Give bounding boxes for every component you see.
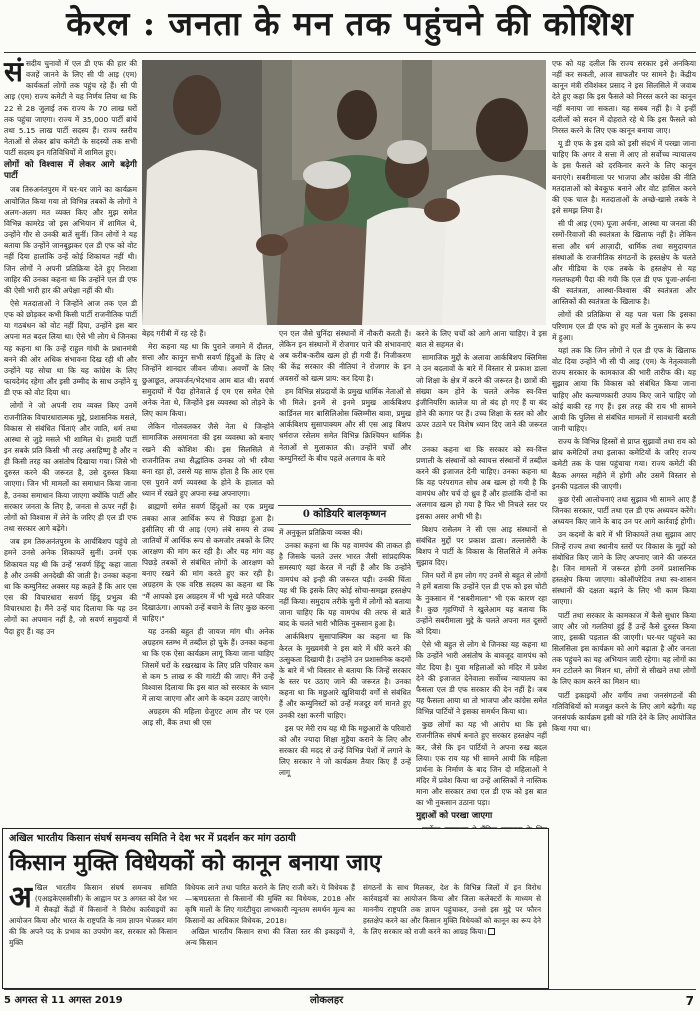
article-column-4 <box>416 328 547 822</box>
paragraph: लोगों की प्रतिक्रिया से यह पता चला कि इसका परिणाम एल डी एफ को हुए मतों के नुकसान के रूप में हुआ। <box>552 310 696 342</box>
paragraph: यहां तक कि जिन लोगों ने एल डी एफ के खिलाफ वोट दिया उन्होंने भी सी पी आइ (एम) के नेतृत्ववाली राज्य सरकार के कामकाज की भारी तारीफ की। यह सुझाव आया कि विकास को संबंधित किया जाना चाहिए और कल्याणकारी उपाय किए जाने चाहिए जो कोई बाकी रह गए हैं। इस तरह की राय भी सामने आयी कि पुलिस से संबंधित मामलों में सावधानी बरती जानी चाहिए। <box>552 345 696 433</box>
headline-rule <box>4 52 696 53</box>
drop-cap: अ <box>9 880 32 915</box>
footer-publication: लोकलहर <box>310 995 344 1006</box>
footer-date: 5 अगस्त से 11 अगस्त 2019 <box>4 995 123 1006</box>
paragraph: सदीय चुनावों में एल डी एफ की हार की वजहें जानने के लिए सी पी आइ (एम) कार्यकर्ता लोगों तक पहुंच रहे हैं। सी पी आइ (एम) राज्य कमेटी ने यह निर्णय लिया था कि 22 से 28 जुलाई तक राज्य के 70 लाख घरों तक पहुंचा जाएगा। राज्य में 35,000 पार्टी ब्रांचें तथा 5.15 लाख पार्टी सदस्य हैं। राज्य स्तरीय नेताओं से लेकर ब्रांच कमेटी के सदस्यों तक सभी पार्टी सदस्य इन गतिविधियों में शामिल हुए। <box>4 59 137 158</box>
paragraph: एफ को यह दलील कि राज्य सरकार इसे अनकिया नहीं कर सकती, आज साफतौर पर सामने है। केंद्रीय कानून मंत्री रविशंकर प्रसाद ने इस सिलसिले में जवाब देते हुए कहा कि इस फैसले को निरस्त करने का कानून नहीं बनाया जा सकता। यह सबब नहीं है। वे इन्हीं दलीलों को सदन में दोहराते रहे थे कि इस फैसले को निरस्त करने के लिए एक कानून बनाया जाए। <box>552 59 696 135</box>
paragraph: ऐसे मतदाताओं ने जिन्होंने आज तक एल डी एफ को छोड़कर कभी किसी पार्टी राजनीतिक पार्टी या गठबंधन को वोट नहीं दिया, उन्होंने इस बार अपना मत बदल लिया था। ऐसे भी लोग थे जिनका यह कहना था कि उन्हें राहुल गांधी के प्रधानमंत्री बनने की ओर अधिक संभावना दिख रही थी और उन्होंने यह सोचा था कि यह कांग्रेस के लिए फायदेमंद रहेगा और इसी उम्मीद के साथ उन्होंने यू डी एफ को वोट दिया था। <box>4 298 137 398</box>
article-column-3 <box>279 328 411 502</box>
paragraph: मेरा कहना यह था कि पुराने जमाने में दौलत, सत्ता और कानून सभी सवर्ण हिंदुओं के लिए थे जिन्होंने शानदार जीवन जीया। अवर्णों के लिए छुआछूत, अपवर्जन/भेदभाव आम बात थी। सवर्ण समुदायों में पैदा होनेवाले ई एम एस समेत ऐसे अनेक नेता थे, जिन्होंने इस व्यवस्था को तोड़ने के लिए काम किया। <box>142 342 274 419</box>
paragraph: लेकिन गोलवलकर जैसे नेता थे जिन्होंने सामाजिक असमानता की इस व्यवस्था को बनाए रखने की कोशिश की। इस सिलसिले में राजनीतिक तथा सैद्धांतिक उनका जो भी रवैया बना रहा हो, उससे यह साफ होता है कि आर एस एस पुराने वर्ण व्यवस्था के होने के हालात को ध्यान में रखते हुए अपना रुख अपनाएगा। <box>142 422 274 499</box>
paragraph: अखिल भारतीय किसान सभा की जिला स्तर की इकाइयों ने, अन्य किसान <box>185 926 355 947</box>
article-column-1 <box>4 55 137 822</box>
box-column-2 <box>185 883 355 985</box>
paragraph: सामाजिक मुद्दों के अलावा आर्कबिशप क्लिमिस ने उन बदलावों के बारे में विस्तार से प्रकाश डाला जो शिक्षा के क्षेत्र में करने की जरूरत है। छात्रों की संख्या कम होने के चलते अनेक स्व-वित्त इंजीनियरिंग कालेज या तो बंद हो गए हैं या बंद होने की कगार पर हैं। उच्च शिक्षा के स्तर को और ऊपर उठाने पर विशेष ध्यान दिए जाने की जरूरत है। <box>416 353 547 441</box>
paragraph: आर्कबिशप सुसापाक्यिम का कहना था कि केरल के मुख्यमंत्री ने इस बारे में धीरे करने की उत्सुकता दिखायी है। उन्होंने उन प्रशासनिक कदमों के बारे में भी विस्तार से बताया कि जिन्हें सरकार के स्तर पर उठाए जाने की जरूरत है। उनका कहना था कि मछुआरे खुशियादी वर्गों से संबंधित हैं और कम्युनिस्टों को उन्हें मजदूर वर्ग मानते हुए उनकी रक्षा करनी चाहिए। <box>279 632 411 720</box>
paragraph: इस पर मेरी राय यह थी कि मछुआरों के परिवारों को और ज्यादा शिक्षा मुहैया कराने के लिए और सरकार की मदद से उन्हें विभिन्न पेशों में लगाने के लिए सरकार ने जो कार्यक्रम तैयार किए हैं उन्हें लागू <box>279 723 411 778</box>
end-mark-icon <box>488 928 495 935</box>
paragraph: ब्राह्मणों समेत सवर्ण हिंदुओं का एक प्रमुख तबका आज आर्थिक रूप से पिछड़ा हुआ है। इसीलिए सी पी आइ (एम) लंबे समय से उच्च जातियों में आर्थिक रूप से कमजोर तबकों के लिए आरक्षण की मांग कर रही है। और यह मांग वह पिछड़े तबकों से संबंधित लोगों के आरक्षण को बनाए रखने की मांग करते हुए कर रही है। अग्रहरम के एक वरिष्ठ सदस्य का कहना था कि "मैं आपको इस अग्रहरम में भी भूखे मरते परिवार दिखाऊंगा। आपको उन्हें बचाने के लिए कुछ करना चाहिए।" <box>142 502 274 623</box>
footer-rule <box>4 989 696 990</box>
page-headline: केरल : जनता के मन तक पहुंचने की कोशिश <box>66 4 634 43</box>
box-headline: किसान मुक्ति विधेयकों को कानून बनाया जाए <box>9 850 382 876</box>
paragraph: कुछ लोगों का यह भी आरोप था कि इसे राजनीतिक संघर्ष बनाते हुए सरकार हस्तक्षेप नहीं कर, जैसे कि इन पार्टियों ने अपना रुख बदल लिया। एक राय यह भी सामने आयी कि महिला प्रार्थना के निर्माण के बाद जिन दो महिलाओं ने मंदिर में प्रवेश किया था उन्हें आस्तिकों ने नास्तिक माना और सरकार तथा एल डी एफ को इस बात का भी नुकसान उठाना पड़ा। <box>416 720 547 808</box>
drop-cap: सं <box>4 55 23 88</box>
page-number: 7 <box>685 994 694 1008</box>
box-kicker: अखिल भारतीय किसान संघर्ष समन्वय समिति ने देश भर में प्रदर्शन कर मांग उठायी <box>9 833 296 844</box>
box-column-3 <box>363 883 541 985</box>
paragraph: एन एल जैसे चुनिंदा संस्थानों में नौकरी करती हैं। लेकिन इन संस्थानों में रोजगार पाने की संभावनाएं अब करीब-करीब खत्म हो ही गयी हैं। निजीकरण की केंद्र सरकार की नीतियां ने रोजगार के इन अवसरों को खत्म प्राय: कर दिया है। <box>279 329 411 383</box>
paragraph: करने के लिए चर्चों को आगे आना चाहिए। वे इस बात से सहमत थे। <box>416 329 547 350</box>
article-column-2 <box>142 328 274 822</box>
paragraph: राज्य के विभिन्न हिस्सों से प्राप्त सुझावों तथा राय को ब्रांच कमेटियों तथा इलाका कमेटियों के जरिए राज्य कमेटी तक के पास पहुंचाया गया। राज्य कमेटी की बैठक अगस्त महीने में होगी और उसमें विस्तार से इनकी पड़ताल की जाएगी। <box>552 437 696 491</box>
paragraph: बेहद गरीबी में रह रहे हैं। <box>142 329 207 338</box>
page-footer <box>0 991 700 1011</box>
paragraph: यू डी एफ के इस दावे को इसी संदर्भ में परखा जाना चाहिए कि अगर वे सत्ता में आए तो सर्वोच्च न्यायालय के इस फैसले को दरकिनार करने के लिए कानून बनाएंगे। सबरीमाला पर भाजपा और कांग्रेस की नीति मतदाताओं को बेवकूफ बनाने और वोट हासिल करने की एक चाल है। मतदाताओं के अच्छे-खासे तबके ने इसे समझ लिया है। <box>552 139 696 216</box>
paragraph: उन कदमों के बारे में भी शिकायतें तथा सुझाव आए जिन्हें राज्य तथा स्थानीय स्तरों पर विकास के मुद्दों को संबोधित किए जाने के लिए अपनाए जाने की जरूरत है। जिन मामलों में जरूरत होगी उनमें प्रशासनिक हस्तक्षेप किया जाएगा। कोऑपरेटिव तथा स्व-शासन संस्थानों की दक्षता बढ़ाने के लिए भी काम किया जाएगा। <box>552 530 696 607</box>
paragraph: उनका कहना था कि यह वामपंथ की ताकत ही है जिसके चलते उत्तर भारत जैसी सांप्रदायिक समस्याएं यहां केरल में नहीं हैं और कि उन्होंने वामपंथ को इन्ही की जरूरत पड़ी। उनकी चिंता यह थी कि इसके लिए कोई सोचा-समझा हस्तक्षेप नहीं किया। समुदाय तरीके चुनी में लोगों को बताया जाना चाहिए कि यह वामपंथ की तरफ से बातें बाद के चलते भारी भौतिक नुकसान हुआ है। <box>279 541 411 629</box>
paragraph: यह उनकी बहुत ही जायज मांग थी। अनेक अग्रहरम स्तम्भ में तब्दील हो चुके हैं। उनका कहना था कि एक ऐसा कार्यक्रम लागू किया जाना चाहिए जिसमें घरों के रखरखाव के लिए प्रति परिवार कम से कम 5 लाख रु की गारंटी की जाए। मैंने उन्हें विश्वास दिलाया कि इस बात को सरकार के ध्यान में लाया जाएगा और आगे के कदम उठाए जाएंगे। <box>142 627 274 703</box>
paragraph: खिल भारतीय किसान संघर्ष समन्वय समिति (एआइकेएससीसी) के आह्वान पर 3 अगस्त को देश भर में सैकड़ों केंद्रों में किसानों ने विरोध कार्रवाइयों का आयोजन किया और भारत के राष्ट्रपति के नाम ज्ञापन भेजकर मांग की कि अपने पद के प्रभाव का उपयोग कर, सरकार को किसान मुक्ति <box>9 883 177 947</box>
subheading: लोगों को विश्वास में लेकर आगे बढ़ेगी पार्टी <box>4 160 137 182</box>
paragraph: विधेयक लाने तथा पारित कराने के लिए राजी करें। ये विधेयक हैं—ऋणग्रस्तता से किसानों की मुक्ति का विधेयक, 2018 और कृषि मालों के लिए गारंटीयुदा लाभकारी न्यूनतम समर्थन मूल्य का किसानों का अधिकार विधेयक, 2018। <box>185 883 355 925</box>
article-column-3-continued <box>279 527 411 822</box>
paragraph: ऐसे भी बहुत से लोग थे जिनका यह कहना था कि उन्होंने भारी असंतोष के बावजूद वामपंथ को वोट दिया है। युवा महिलाओं को मंदिर में प्रवेश देने की इजाजत देनेवाला सर्वोच्च न्यायालय का फैसला एल डी एफ सरकार की देन नहीं है। जब यह फैसला आया था तो भाजपा और कांग्रेस समेत विभिन्न पार्टियों ने इसका समर्थन किया था। <box>416 640 547 717</box>
box-column-1 <box>9 880 177 985</box>
boxed-news-story <box>2 828 549 989</box>
paragraph: पार्टी इकाइयों और वर्गीय तथा जनसंगठनों की गतिविधियों को मजबूत करने के लिए आगे बढ़ेगी। यह जनसंपर्क कार्यक्रम इसी को गति देने के लिए आयोजित किया गया था। <box>552 690 696 734</box>
paragraph: बिशप रासेलम ने सी एस आइ संस्थानों से संबंधित मुद्दों पर प्रकाश डाला। तल्लासेरी के बिशप ने पार्टी के विकास के सिलसिले में अनेक सुझाव दिए। <box>416 524 547 568</box>
paragraph: सी पी आइ (एम) पूजा अर्चना, आस्था या जनता की रस्मों-रिवाजों की स्वतंत्रता के खिलाफ नहीं है। लेकिन सत्ता और धर्म आज़ादी, धार्मिक तथा समुदायगत संस्थाओं के राजनीतिक संगठनों के हस्तक्षेप के चलते और मीडिया के एक तबके के हस्तक्षेप से यह गलतफहमी पैदा की गयी कि एल डी एफ पूजा-अर्चना की स्वतंत्रता, आस्था-विश्वास की स्वतंत्रता और आस्तिकों की स्वतंत्रता के खिलाफ है। <box>552 219 696 307</box>
author-byline: 0 कोडियरि बालकृष्णन <box>278 505 411 525</box>
paragraph: लोगों ने जो अपनी राय व्यक्त किए उनमें राजनीतिक विचारधारात्मक मुद्दे, प्रशासनिक मसले, विकास से संबंधित चिंताएं और जाति, धर्म तथा आस्था से जुड़े मसले भी शामिल थे। हमारी पार्टी इन सबके प्रति किसी भी तरह असहिष्णु है और न ही किसी तरह का असंतोष दिखाया गया। जिसे भी दुरुस्त करने की जरूरत है, उसे दुरुस्त किया जाएगा। जिन भी मामलों का समाधान किया जाना है, उनका समाधान किया जाएगा क्योंकि पार्टी और सरकार जनता के लिए है, जनता से ऊपर नहीं है। लोगों को विश्वास में लेने के जरिए ही एल डी एफ तथा सरकार आगे बढ़ेंगे। <box>4 401 137 534</box>
paragraph: संगठनों के साथ मिलकर, देश के विभिन्न जिलों में इन विरोध कार्रवाइयों का आयोजन किया और जिला कलेक्टरों के माध्यम से माननीय राष्ट्रपति तक ज्ञापन पहुंचाकर, उनसे इस मुद्दे पर फौरन हस्तक्षेप करने का और किसान मुक्ति विधेयकों को कानून का रूप देने के लिए सरकार को राजी करने का आग्रह किया। <box>363 883 541 936</box>
subheading: मुद्दाओं को परखा जाएगा <box>416 810 493 821</box>
paragraph: जब तिरुअनंतपुरम में घर-घर जाने का कार्यक्रम आयोजित किया गया तो विभिन्न तबकों के लोगों ने अलग-अलग मत व्यक्त किए और मुझ समेत विभिन्न कामरेड जो इस अभियान में शामिल थे, उन्होंने गौर से उनकी बातें सुनीं। जिन लोगों ने यह बताया कि उन्होंने जानबूझकर एल डी एफ को वोट नहीं दिया हालांकि उन्हें कोई शिकायत नहीं थी। जिन लोगों ने अपनी प्रतिक्रिया देते हुए निराशा जाहिर की उनका कहना था कि उन्होंने एल डी एफ की ऐसी भारी हार की अपेक्षा नहीं की थी। <box>4 185 137 295</box>
photo-people-illustration <box>142 60 546 325</box>
paragraph: कुछ ऐसी आलोचनाएं तथा सुझाव भी सामने आए हैं जिनका सरकार, पार्टी तथा एल डी एफ अध्ययन करेंगे। अध्ययन किए जाने के बाद उन पर आगे कार्रवाई होगी। <box>552 494 696 527</box>
paragraph: उनका कहना था कि सरकार को स्व-वित्त प्रणाली के संस्थानों को स्वायत्त संस्थानों में तब्दील करने की इजाजत देनी चाहिए। उनका कहना था कि यह परंपरागत सोच अब खत्म हो गयी है कि वामपंथ और चर्च दो ध्रुव हैं और हालांकि दोनों का अलगाव खत्म हो गया है फिर भी निचले स्तर पर इसका असर अभी भी है। <box>416 444 547 521</box>
paragraph: हम विभिन्न संप्रदायों के प्रमुख धार्मिक नेताओं से भी मिले। इनमें से इनमे प्रमुख आर्कबिशप कार्डिनल मार बासिलिओस क्लिम्मीस बावा, प्रमुख आर्कबिशप सुसापाक्यम और सी एस आइ बिशप धर्मराज रसेलम समेत विभिन्न क्रिश्चियन धार्मिक नेताओं से मुलाकात की। उन्होंने चर्चों और कम्युनिस्टों के बीच पहले अलगाव के बारे <box>279 386 411 463</box>
paragraph: पार्टी तथा सरकार के कामकाज में कैसे सुधार किया जाए और जो गलतियां हुई हैं उन्हें कैसे दुरुस्त किया जाए, इसकी पड़ताल की जाएगी। घर-घर पहुंचने का सिलसिला इस कार्यक्रम को आगे बढ़ाता है और जनता तक पहुंचने का यह अभियान जारी रहेगा। यह लोगों का मन टटोलने का मिशन था, लोगों से सीखने तथा लोगों के लिए काम करने का मिशन था। <box>552 610 696 687</box>
paragraph: में अनुकूल प्रतिक्रिया व्यक्त की। <box>279 528 363 537</box>
news-photo <box>142 60 546 325</box>
article-column-5 <box>552 58 696 988</box>
paragraph: जब हम तिरुअनंतपुरम के आर्चबिशप पहुंचे तो हमने उनसे अनेक शिकायतें सुनीं। उनमें एक शिकायत यह थी कि उन्हें 'सवर्ण हिंदू' कहा जाता है और उनकी अनदेखी की जाती है। उनका कहना था कि कम्युनिस्ट अक्सर यह कहते हैं कि आर एस एस की विचारधारा सवर्ण हिंदू प्रभुत्व की विचारधारा है। मैंने उन्हें याद दिलाया कि यह उन लोगों का अपमान नहीं है, जो सवर्ण समुदायों में पैदा हुए हैं। वह उन <box>4 537 137 636</box>
paragraph: अग्रहरम की महिला ग्रेजुएट आम तौर पर एल आइ सी, बैंक तथा श्री एस <box>142 707 274 728</box>
paragraph: जिन घरों में हम लोग गए उनमें से बहुत से लोगों ने हमें बताया कि उन्होंने एल डी एफ को इस चोटी के नुकसान में "सबरीमाला" भी एक कारण रहा है। कुछ गृहणियों ने खुलेआम यह बताया कि उन्होंने सबरीमाला मुद्दे के चलते अपना मत दूसरों को दिया। <box>416 571 547 637</box>
